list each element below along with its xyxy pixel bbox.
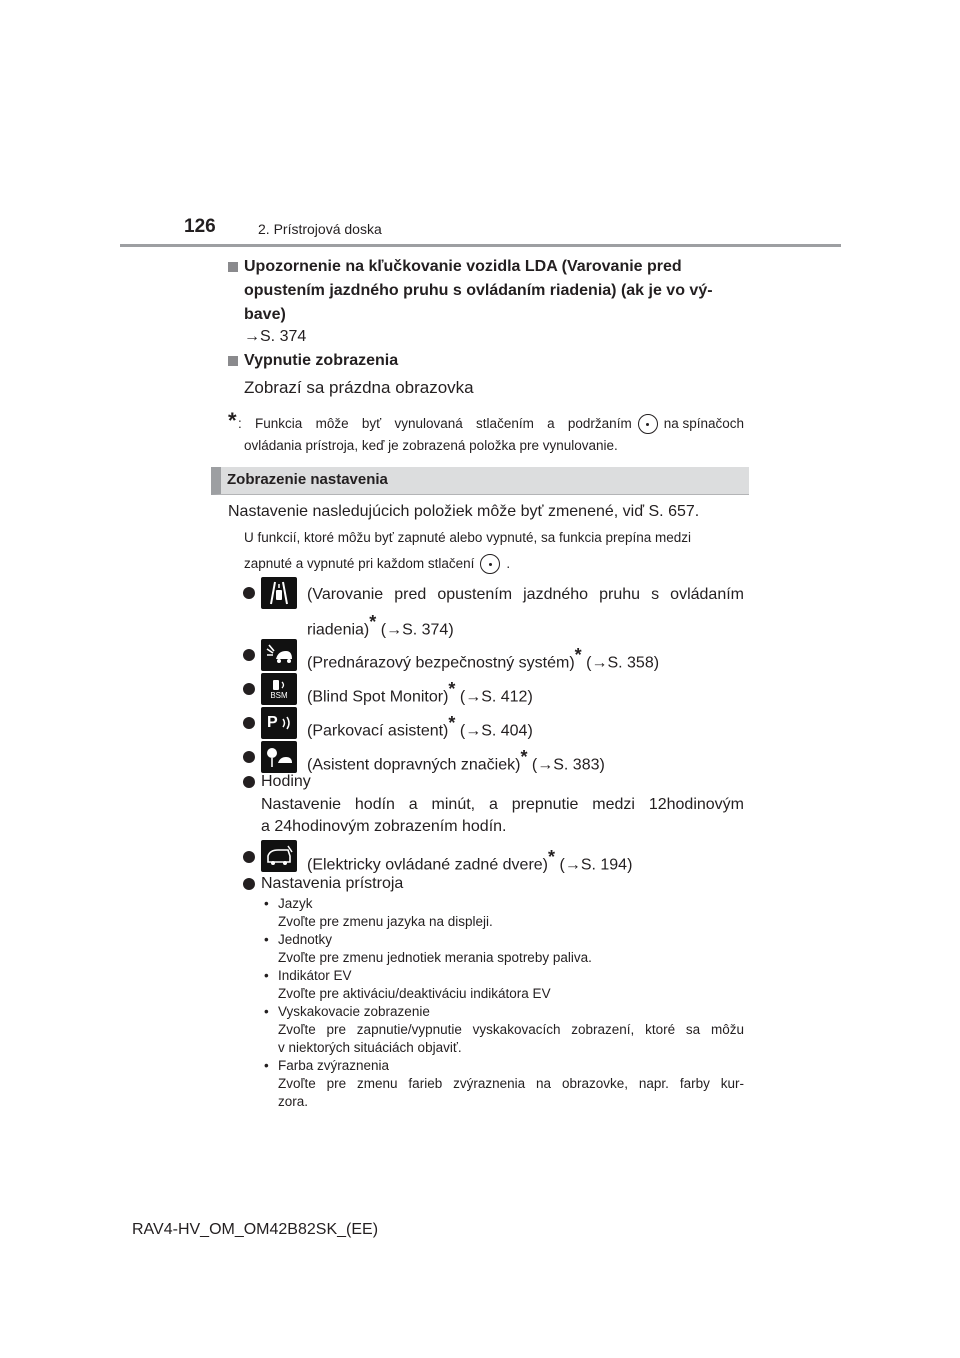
square-bullet-icon (228, 356, 238, 366)
sub-item-popup-display (264, 1003, 744, 1057)
star-mark: * (448, 713, 456, 733)
footnote-text-b: na spínačoch (663, 416, 744, 431)
footnote-line1 (238, 413, 744, 435)
star-mark: * (548, 847, 556, 867)
sub-item-title: Indikátor EV (278, 968, 352, 983)
lda-heading-line2: opustením jazdného pruhu s ovládaním riadenia) (ak je vo vý- (244, 282, 713, 299)
item-pcs-ref: (→S. 358) (586, 654, 660, 672)
footnote-star: * (228, 408, 237, 433)
round-bullet-icon (243, 878, 255, 890)
meter-switch-icon (638, 414, 658, 434)
item-pbd-text: (Elektricky ovládané zadné dvere) (307, 856, 549, 874)
sub-item-units (264, 931, 744, 967)
sub-item-desc: v niektorých situáciách objaviť. (278, 1040, 462, 1055)
item-meter-settings-title: Nastavenia prístroja (261, 875, 404, 892)
display-off-heading: Vypnutie zobrazenia (244, 352, 399, 369)
footnote-line2: ovládania prístroja, keď je zobrazená položka pre vynulovanie. (244, 438, 618, 453)
sub-bullet: • (264, 932, 269, 947)
item-pbd-ref: (→S. 194) (559, 856, 633, 874)
settings-note-text-a: zapnuté a vypnuté pri každom stlačení (244, 556, 475, 571)
item-bsm-text: (Blind Spot Monitor) (307, 688, 449, 706)
sub-item-language (264, 895, 744, 931)
item-rsa (307, 745, 605, 777)
item-rsa-text: (Asistent dopravných značiek) (307, 756, 521, 774)
power-back-door-icon (261, 840, 297, 872)
display-off-text: Zobrazí sa prázdna obrazovka (244, 378, 474, 397)
item-pcs (307, 643, 659, 675)
item-parking (307, 711, 533, 743)
item-pcs-text: (Prednárazový bezpečnostný systém) (307, 654, 575, 672)
item-lda-text1: (Varovanie pred opustením jazdného pruhu s ovládaním (307, 586, 744, 603)
round-bullet-icon (243, 649, 255, 661)
settings-box-heading (211, 467, 749, 495)
sub-item-list (264, 895, 744, 1111)
sub-item-desc: zora. (278, 1094, 309, 1109)
footnote-text-a: : Funkcia môže byť vynulovaná stlačením a podržaním (238, 416, 632, 431)
sub-item-title: Vyskakovacie zobrazenie (278, 1004, 430, 1019)
round-bullet-icon (243, 776, 255, 788)
lda-reference: →S. 374 (244, 328, 307, 345)
sub-item-desc: Zvoľte pre zapnutie/vypnutie vyskakovacích zobrazení, ktoré sa môžu (278, 1022, 744, 1037)
round-bullet-icon (243, 851, 255, 863)
star-mark: * (369, 612, 377, 632)
road-sign-assist-icon (261, 741, 297, 773)
item-rsa-ref: (→S. 383) (531, 756, 605, 774)
bsm-icon (261, 673, 297, 705)
sub-bullet: • (264, 896, 269, 911)
item-lda-line2 (307, 610, 454, 642)
item-lda-ref: (→S. 374) (380, 621, 454, 639)
parking-icon-label: P (267, 714, 278, 731)
document-code: RAV4-HV_OM_OM42B82SK_(EE) (132, 1221, 379, 1238)
lane-departure-icon (261, 577, 297, 609)
item-bsm (307, 677, 533, 709)
square-bullet-icon (228, 262, 238, 272)
section-title: 2. Prístrojová doska (258, 221, 382, 237)
item-lda-line1 (307, 583, 744, 607)
settings-note-line1: U funkcií, ktoré môžu byť zapnuté alebo vypnuté, sa funkcia prepína medzi (244, 530, 692, 545)
sub-item-title: Jednotky (278, 932, 333, 947)
settings-intro: Nastavenie nasledujúcich položiek môže byť zmenené, viď S. 657. (228, 503, 700, 520)
lda-heading-line1: Upozornenie na kľučkovanie vozidla LDA (Varovanie pred (244, 258, 682, 275)
star-mark: * (520, 747, 528, 767)
sub-item-title: Farba zvýraznenia (278, 1058, 390, 1073)
sub-item-ev-indicator (264, 967, 744, 1003)
header-rule (120, 244, 841, 247)
sub-item-desc: Zvoľte pre zmenu farieb zvýraznenia na obrazovke, napr. farby kur- (278, 1076, 744, 1091)
item-clock-desc1: Nastavenie hodín a minút, a prepnutie medzi 12hodinovým (261, 796, 744, 813)
settings-note-line2 (244, 553, 510, 575)
meter-switch-icon (480, 554, 500, 574)
page-number: 126 (184, 216, 216, 237)
item-lda-text2: riadenia) (307, 621, 370, 639)
round-bullet-icon (243, 587, 255, 599)
star-mark: * (448, 679, 456, 699)
sub-item-desc: Zvoľte pre aktiváciu/deaktiváciu indikátora EV (278, 986, 551, 1001)
sub-item-desc: Zvoľte pre zmenu jednotiek merania spotreby paliva. (278, 950, 592, 965)
item-parking-ref: (→S. 404) (459, 722, 533, 740)
sub-item-accent-color (264, 1057, 744, 1111)
star-mark: * (574, 645, 582, 665)
sub-bullet: • (264, 968, 269, 983)
item-bsm-ref: (→S. 412) (459, 688, 533, 706)
sub-item-desc: Zvoľte pre zmenu jazyka na displeji. (278, 914, 493, 929)
sub-bullet: • (264, 1058, 269, 1073)
settings-box-title: Zobrazenie nastavenia (227, 471, 388, 488)
round-bullet-icon (243, 683, 255, 695)
round-bullet-icon (243, 751, 255, 763)
item-clock-desc2: a 24hodinovým zobrazením hodín. (261, 818, 507, 835)
sub-bullet: • (264, 1004, 269, 1019)
item-clock-title: Hodiny (261, 773, 311, 790)
lda-heading-line3: bave) (244, 306, 286, 323)
pre-collision-icon (261, 639, 297, 671)
sub-item-title: Jazyk (278, 896, 313, 911)
item-parking-text: (Parkovací asistent) (307, 722, 449, 740)
parking-assist-icon (261, 707, 297, 739)
round-bullet-icon (243, 717, 255, 729)
settings-note-text-b: . (506, 556, 511, 571)
bsm-icon-label: BSM (270, 690, 288, 700)
